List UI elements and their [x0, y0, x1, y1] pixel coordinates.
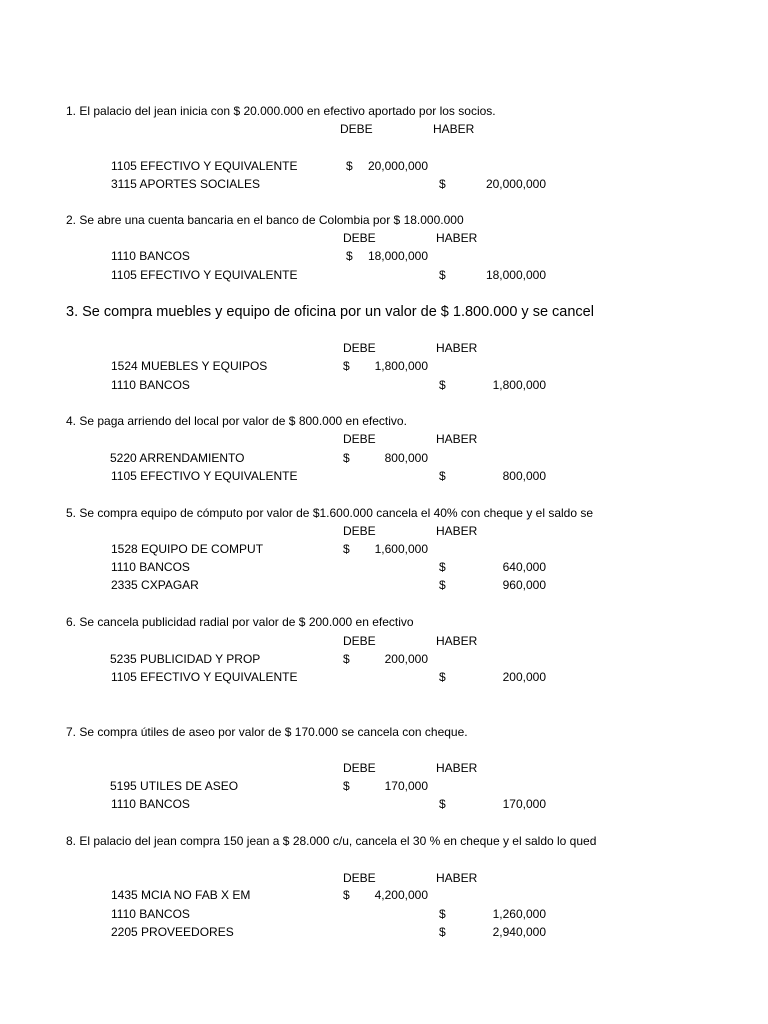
entry-4-row-2: [0, 468, 768, 486]
debe-currency-sign: $: [343, 779, 350, 793]
debe-amount: 1,800,000: [374, 359, 428, 373]
haber-currency-sign: $: [439, 560, 446, 574]
entry-7-row-1: [0, 778, 768, 796]
haber-currency-sign: $: [439, 578, 446, 592]
entry-3-row-2: [0, 377, 768, 395]
entry-6-haber-header: HABER: [436, 634, 478, 648]
debe-amount: 200,000: [384, 652, 428, 666]
debe-amount: 20,000,000: [367, 159, 428, 173]
account-name: 1105 EFECTIVO Y EQUIVALENTE: [111, 670, 298, 684]
debe-currency-sign: $: [343, 652, 350, 666]
haber-amount: 20,000,000: [485, 177, 546, 191]
account-name: 1105 EFECTIVO Y EQUIVALENTE: [111, 268, 298, 282]
account-name: 1528 EQUIPO DE COMPUT: [111, 542, 264, 556]
haber-amount: 1,800,000: [492, 378, 546, 392]
debe-amount: 170,000: [384, 779, 428, 793]
entry-2-haber-header: HABER: [436, 231, 478, 245]
entry-6-row-1: [0, 651, 768, 669]
haber-amount: 1,260,000: [492, 907, 546, 921]
entry-7-debe-header: DEBE: [343, 761, 376, 775]
account-name: 5195 UTILES DE ASEO: [110, 779, 239, 793]
haber-currency-sign: $: [439, 907, 446, 921]
entry-8-row-2: [0, 906, 768, 924]
debe-amount: 4,200,000: [374, 888, 428, 902]
account-name: 1524 MUEBLES Y EQUIPOS: [111, 359, 268, 373]
debe-currency-sign: $: [343, 888, 350, 902]
entry-1-debe-header: DEBE: [340, 122, 373, 136]
entry-3-title: 3. Se compra muebles y equipo de oficina por un valor de $ 1.800.000 y se cancel: [66, 304, 594, 320]
account-name: 1110 BANCOS: [111, 249, 190, 263]
haber-amount: 960,000: [502, 578, 546, 592]
entry-3-debe-header: DEBE: [343, 341, 376, 355]
haber-currency-sign: $: [439, 177, 446, 191]
entry-2-title: 2. Se abre una cuenta bancaria en el banco de Colombia por $ 18.000.000: [66, 213, 464, 227]
account-name: 1105 EFECTIVO Y EQUIVALENTE: [111, 159, 298, 173]
entry-2-debe-header: DEBE: [343, 231, 376, 245]
debe-amount: 800,000: [384, 451, 428, 465]
entry-8-title: 8. El palacio del jean compra 150 jean a $ 28.000 c/u, cancela el 30 % en cheque y el saldo lo qued: [66, 834, 597, 848]
account-name: 2205 PROVEEDORES: [111, 925, 234, 939]
debe-currency-sign: $: [346, 249, 353, 263]
entry-5-row-3: [0, 577, 768, 595]
debe-currency-sign: $: [343, 359, 350, 373]
debe-amount: 1,600,000: [374, 542, 428, 556]
debe-currency-sign: $: [346, 159, 353, 173]
entry-8-debe-header: DEBE: [343, 871, 376, 885]
account-name: 1105 EFECTIVO Y EQUIVALENTE: [111, 469, 298, 483]
entry-1-haber-header: HABER: [433, 122, 475, 136]
account-name: 2335 CXPAGAR: [111, 578, 199, 592]
entry-1-row-2: [0, 176, 768, 194]
haber-currency-sign: $: [439, 670, 446, 684]
account-name: 1110 BANCOS: [111, 907, 190, 921]
entry-6-debe-header: DEBE: [343, 634, 376, 648]
entry-5-debe-header: DEBE: [343, 524, 376, 538]
account-name: 5220 ARRENDAMIENTO: [110, 451, 245, 465]
haber-amount: 18,000,000: [485, 268, 546, 282]
account-name: 1110 BANCOS: [111, 378, 190, 392]
account-name: 1110 BANCOS: [111, 560, 190, 574]
entry-2-row-2: [0, 267, 768, 285]
entry-7-title: 7. Se compra útiles de aseo por valor de $ 170.000 se cancela con cheque.: [66, 725, 468, 739]
entry-4-debe-header: DEBE: [343, 432, 376, 446]
account-name: 1110 BANCOS: [111, 797, 190, 811]
haber-amount: 170,000: [502, 797, 546, 811]
entry-6-title: 6. Se cancela publicidad radial por valor de $ 200.000 en efectivo: [66, 615, 414, 629]
entry-8-row-1: [0, 887, 768, 905]
entry-6-row-2: [0, 669, 768, 687]
entry-2-row-1: [0, 248, 768, 266]
entry-4-row-1: [0, 450, 768, 468]
entry-5-haber-header: HABER: [436, 524, 478, 538]
haber-currency-sign: $: [439, 469, 446, 483]
haber-amount: 200,000: [502, 670, 546, 684]
entry-7-row-2: [0, 796, 768, 814]
debe-currency-sign: $: [343, 451, 350, 465]
entry-3-row-1: [0, 358, 768, 376]
entry-5-title: 5. Se compra equipo de cómputo por valor de $1.600.000 cancela el 40% con cheque y el saldo se: [66, 506, 594, 520]
entry-8-haber-header: HABER: [436, 871, 478, 885]
haber-currency-sign: $: [439, 797, 446, 811]
account-name: 3115 APORTES SOCIALES: [111, 177, 260, 191]
haber-currency-sign: $: [439, 378, 446, 392]
account-name: 5235 PUBLICIDAD Y PROP: [110, 652, 261, 666]
haber-amount: 2,940,000: [492, 925, 546, 939]
entry-4-haber-header: HABER: [436, 432, 478, 446]
haber-currency-sign: $: [439, 268, 446, 282]
entry-1-row-1: [0, 158, 768, 176]
entry-7-haber-header: HABER: [436, 761, 478, 775]
debe-amount: 18,000,000: [367, 249, 428, 263]
entry-8-row-3: [0, 924, 768, 942]
account-name: 1435 MCIA NO FAB X EM: [111, 888, 251, 902]
entry-5-row-2: [0, 559, 768, 577]
haber-amount: 800,000: [502, 469, 546, 483]
entry-3-haber-header: HABER: [436, 341, 478, 355]
entry-4-title: 4. Se paga arriendo del local por valor de $ 800.000 en efectivo.: [66, 414, 407, 428]
entry-1-title: 1. El palacio del jean inicia con $ 20.000.000 en efectivo aportado por los socios.: [66, 104, 496, 118]
haber-currency-sign: $: [439, 925, 446, 939]
haber-amount: 640,000: [502, 560, 546, 574]
debe-currency-sign: $: [343, 542, 350, 556]
entry-5-row-1: [0, 541, 768, 559]
